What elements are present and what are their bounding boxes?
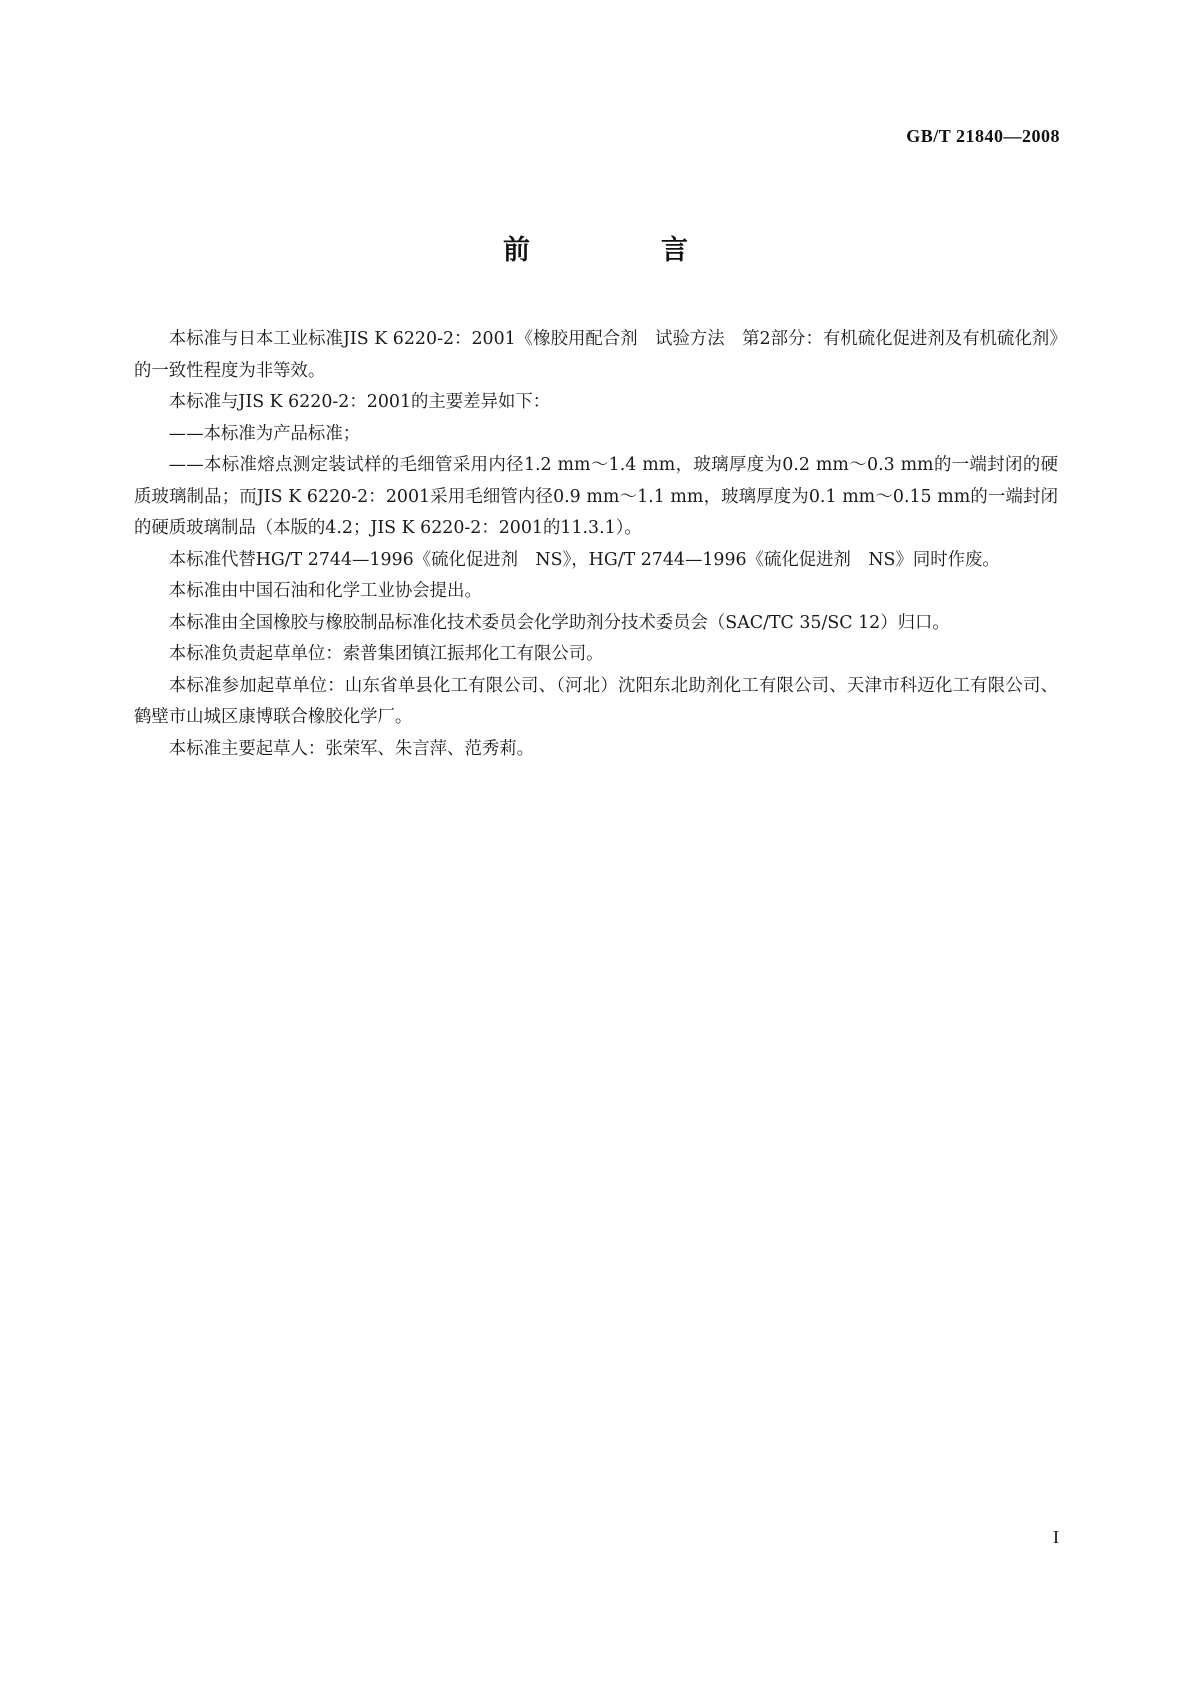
paragraph-participating-units: 本标准参加起草单位：山东省单县化工有限公司、（河北）沈阳东北助剂化工有限公司、天津市科迈化工有限公司、鹤壁市山城区康博联合橡胶化学厂。 (134, 675, 1058, 727)
paragraph-drafters: 本标准主要起草人：张荣军、朱言萍、范秀莉。 (168, 738, 535, 759)
paragraph-proposed-by: 本标准由中国石油和化学工业协会提出。 (168, 581, 482, 601)
paragraph-replaces: 本标准代替HG/T 2744—1996《硫化促进剂 NS》，HG/T 2744—1996《硫化促进剂 NS》同时作废。 (168, 549, 1000, 570)
paragraph-equivalence: 本标准与日本工业标准JIS K 6220-2：2001《橡胶用配合剂 试验方法 第2部分：有机硫化促进剂及有机硫化剂》的一致性程度为非等效。 (134, 329, 1058, 381)
foreword-body (134, 324, 1058, 765)
paragraph-difference-1: ——本标准为产品标准； (168, 423, 361, 444)
page-title: 前 言 (503, 235, 740, 266)
paragraph-differences-intro: 本标准与JIS K 6220-2：2001的主要差异如下： (168, 392, 551, 412)
paragraph-centralized-by: 本标准由全国橡胶与橡胶制品标准化技术委员会化学助剂分技术委员会（SAC/TC 35/SC 12）归口。 (168, 612, 950, 633)
paragraph-difference-2: ——本标准熔点测定装试样的毛细管采用内径1.2 mm～1.4 mm，玻璃厚度为0.2 mm～0.3 mm的一端封闭的硬质玻璃制品；而JIS K 6220-2：2001采用毛细管内径0.9 mm～1.1 mm，玻璃厚度为0.1 mm～0.15 mm的一端封闭的硬质玻璃制品（本版的4.2；JIS K 6220-2：2001的11.3.1）。 (134, 455, 1058, 538)
paragraph-drafting-unit: 本标准负责起草单位：索普集团镇江振邦化工有限公司。 (168, 644, 604, 664)
standard-code: GB/T 21840—2008 (906, 126, 1060, 146)
page-number: I (1053, 1527, 1059, 1547)
